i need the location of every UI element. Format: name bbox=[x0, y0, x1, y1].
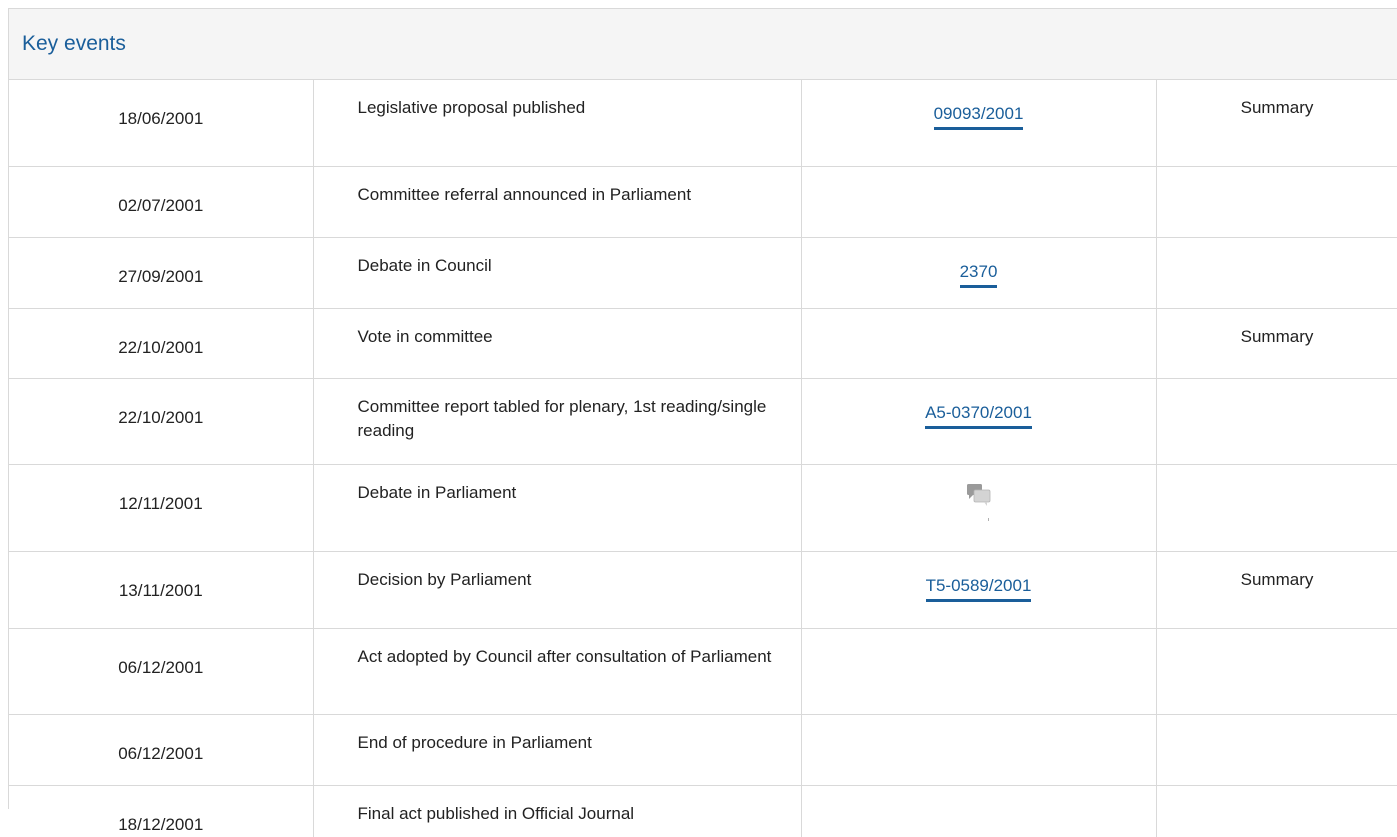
summary-link[interactable]: Summary bbox=[1156, 80, 1397, 166]
event-description: Committee report tabled for plenary, 1st reading/single reading bbox=[313, 378, 801, 464]
summary-cell bbox=[1156, 785, 1397, 837]
event-description: Debate in Council bbox=[313, 237, 801, 308]
table-row bbox=[9, 237, 1397, 308]
event-date: 22/10/2001 bbox=[9, 308, 313, 378]
document-cell bbox=[801, 464, 1156, 551]
table-row bbox=[9, 464, 1397, 551]
table-row bbox=[9, 551, 1397, 628]
event-date: 12/11/2001 bbox=[9, 464, 313, 551]
debate-speech-bubbles-icon[interactable] bbox=[966, 483, 992, 529]
document-cell bbox=[801, 785, 1156, 837]
key-events-panel bbox=[8, 8, 1397, 834]
document-link[interactable]: 2370 bbox=[960, 261, 998, 288]
summary-cell bbox=[1156, 714, 1397, 785]
document-cell bbox=[801, 237, 1156, 308]
event-description: Debate in Parliament bbox=[313, 464, 801, 551]
table-row bbox=[9, 714, 1397, 785]
table-row bbox=[9, 785, 1397, 837]
event-description: Vote in committee bbox=[313, 308, 801, 378]
event-description: End of procedure in Parliament bbox=[313, 714, 801, 785]
document-cell bbox=[801, 166, 1156, 237]
document-cell bbox=[801, 378, 1156, 464]
event-date: 06/12/2001 bbox=[9, 714, 313, 785]
event-description: Final act published in Official Journal bbox=[313, 785, 801, 837]
event-date: 13/11/2001 bbox=[9, 551, 313, 628]
document-link[interactable]: T5-0589/2001 bbox=[926, 575, 1032, 602]
event-date: 18/12/2001 bbox=[9, 785, 313, 837]
event-date: 27/09/2001 bbox=[9, 237, 313, 308]
key-events-table bbox=[9, 80, 1397, 837]
event-description: Act adopted by Council after consultation of Parliament bbox=[313, 628, 801, 714]
event-description: Decision by Parliament bbox=[313, 551, 801, 628]
summary-cell bbox=[1156, 378, 1397, 464]
document-cell bbox=[801, 714, 1156, 785]
table-row bbox=[9, 378, 1397, 464]
event-date: 22/10/2001 bbox=[9, 378, 313, 464]
summary-cell bbox=[1156, 166, 1397, 237]
document-link[interactable]: 09093/2001 bbox=[934, 103, 1024, 130]
event-date: 02/07/2001 bbox=[9, 166, 313, 237]
summary-link[interactable]: Summary bbox=[1156, 551, 1397, 628]
event-description: Legislative proposal published bbox=[313, 80, 801, 166]
summary-cell bbox=[1156, 628, 1397, 714]
event-date: 18/06/2001 bbox=[9, 80, 313, 166]
table-row bbox=[9, 166, 1397, 237]
summary-cell bbox=[1156, 237, 1397, 308]
document-cell bbox=[801, 551, 1156, 628]
panel-header bbox=[9, 9, 1397, 80]
panel-title: Key events bbox=[22, 32, 126, 55]
table-row bbox=[9, 308, 1397, 378]
event-description: Committee referral announced in Parliament bbox=[313, 166, 801, 237]
document-link[interactable]: A5-0370/2001 bbox=[925, 402, 1032, 429]
table-row bbox=[9, 80, 1397, 166]
document-cell bbox=[801, 308, 1156, 378]
summary-link[interactable]: Summary bbox=[1156, 308, 1397, 378]
document-cell bbox=[801, 628, 1156, 714]
summary-cell bbox=[1156, 464, 1397, 551]
event-date: 06/12/2001 bbox=[9, 628, 313, 714]
document-cell bbox=[801, 80, 1156, 166]
table-row bbox=[9, 628, 1397, 714]
